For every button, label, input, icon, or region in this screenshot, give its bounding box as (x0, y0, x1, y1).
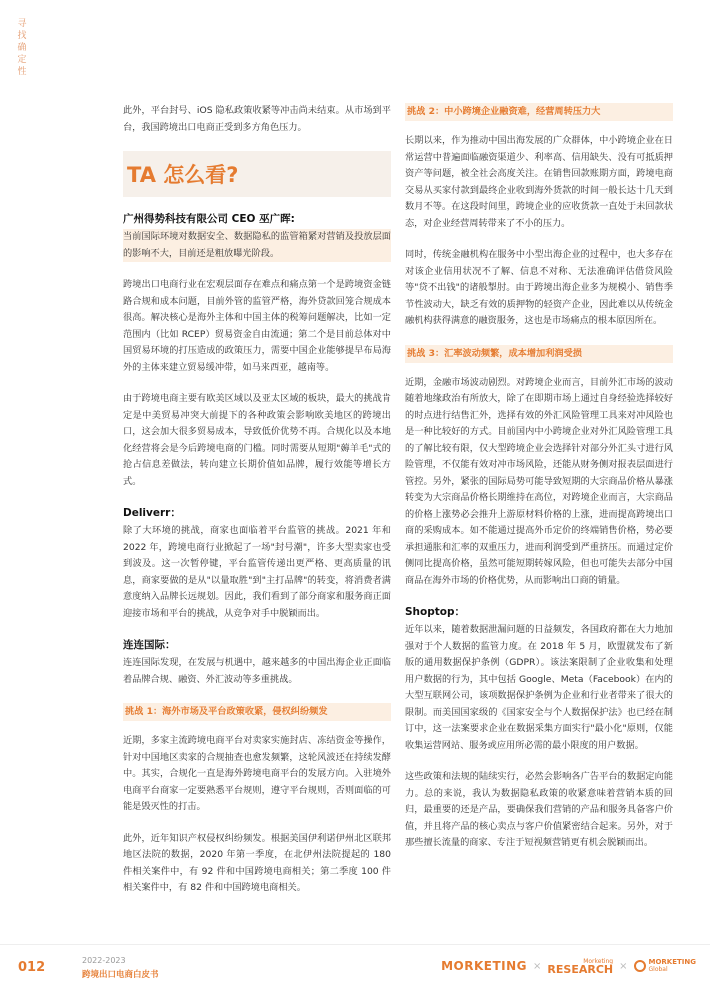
morketing-logo: MORKETING (441, 959, 528, 973)
page-number: 012 (18, 960, 46, 975)
intro-paragraph: 此外，平台封号、iOS 隐私政策收紧等冲击尚未结束。从市场到平台，我国跨境出口电商正受到多方角色压力。 (123, 105, 391, 133)
footer-divider (0, 944, 710, 945)
research-logo-small: Morketing (583, 958, 614, 965)
side-tag-char: 寻 (17, 19, 27, 29)
globe-icon (634, 960, 646, 972)
challenge-1-paragraph: 近期，多家主流跨境电商平台对卖家实施封店、冻结资金等操作，针对中国地区卖家的合规抽查也愈发频繁，这轮风波还在持续发酵中。其实，合规化一直是海外跨境电商平台的发展方向。入驻境外电商平台商家一定要熟悉平台规则，遵守平台规则，否则面临的可能是毁灭性的打击。 (123, 735, 391, 812)
challenge-2-paragraph: 同时，传统金融机构在服务中小型出海企业的过程中，也大多存在对该企业信用状况不了解、信息不对称、无法准确评估借贷风险等"贷不出钱"的诸般掣肘。由于跨境出海企业多为规模小、销售季节性波动大，缺乏有效的质押物的轻资产企业，因此难以从传统金融机构获得满意的融资服务，这也是市场痛点的根本原因所在。 (405, 249, 673, 326)
speaker-heading: 广州得势科技有限公司 CEO 巫广晖: (123, 213, 295, 225)
logo-separator: × (533, 960, 542, 972)
side-section-tag (15, 18, 29, 78)
lianlian-paragraph: 连连国际发现，在发展与机遇中，越来越多的中国出海企业正面临着品牌合规、融资、外汇波动等多重挑战。 (123, 657, 391, 685)
challenge-1-heading: 挑战 1：海外市场及平台政策收紧，侵权纠纷频发 (123, 703, 391, 721)
morketing-research-logo (547, 958, 613, 974)
lianlian-heading: 连连国际： (123, 639, 176, 651)
morketing-global-logo (634, 958, 697, 974)
section-title-ta: TA 怎么看? (123, 151, 391, 197)
research-logo-big: RESEARCH (547, 963, 614, 976)
footer-logos (441, 956, 696, 976)
right-column (405, 103, 673, 867)
logo-separator: × (619, 960, 628, 972)
shoptop-heading: Shoptop： (405, 606, 466, 618)
challenge-2-paragraph: 长期以来，作为推动中国出海发展的广众群体，中小跨境企业在日常运营中普遍面临融资渠道少、利率高、信用缺失、没有可抵质押资产等问题，被全社会高度关注。在销售回款账期方面，跨境电商交易从买家付款到最终企业收到海外货款的时间一般长达十几天到数月不等。在这段时间里，跨境企业的应收货款一直处于未回款状态，对企业经营周转带来了不小的压力。 (405, 135, 673, 229)
shoptop-paragraph: 这些政策和法规的陆续实行，必然会影响各广告平台的数据定向能力。总的来说，我认为数据隐私政策的收紧意味着营销本质的回归，最重要的还是产品，要确保我们营销的产品和服务具备客户价值，并且将产品的核心卖点与客户价值紧密结合起来。另外，对于那些擅长流量的商家、专注于短视频营销更有机会脱颖而出。 (405, 771, 673, 848)
side-tag-char: 确 (17, 43, 27, 53)
side-tag-char: 定 (17, 55, 27, 65)
footer-title: 跨境出口电商白皮书 (82, 970, 159, 980)
deliverr-heading: Deliverr： (123, 507, 181, 519)
shoptop-paragraph: 近年以来，随着数据泄漏问题的日益频发，各国政府都在大力地加强对于个人数据的监管力度。在 2018 年 5 月，欧盟就发布了新版的通用数据保护条例（GDPR）。该法案限制了企业收集和处理用户数据的行为，其中包括 Google、Meta（Facebook）在内的大型互联网公司，该项数据保护条例为企业和行业者带来了很大的限制。而美国国家级的《国家安全与个人数据保护法》也已经在制订中，这一法案要求企业在数据采集方面实行"最小化"原则，仅能收集运营网站、服务或应用所必需的最小限度的用户数据。 (405, 624, 673, 751)
speaker-quote-highlight: 当前国际环境对数据安全、数据隐私的监管箱紧对营销及投放层面的影响不大，目前还是粗放曝光阶段。 (123, 229, 391, 262)
challenge-1-paragraph: 此外，近年知识产权侵权纠纷频发。根据美国伊利诺伊州北区联邦地区法院的数据，2020 年第一季度，在北伊州法院提起的 180 件相关案件中，有 92 件和中国跨境电商相关；第二季度 100 件相关案件中，有 82 件和中国跨境电商相关。 (123, 832, 391, 893)
speaker-paragraph: 由于跨境电商主要有欧美区域以及亚太区域的板块，最大的挑战肯定是中美贸易冲突大前提下的各种政策会影响欧美地区的跨境出口，这会加大很多贸易成本，导致低价优势不再。合规化以及本地化经营将会是今后跨境电商的门槛。同时需要从短期"薅羊毛"式的抢占信息差做法，转向建立长期价值如品牌，履行效能等增长方式。 (123, 393, 391, 487)
side-tag-char: 找 (17, 31, 27, 41)
footer-year: 2022-2023 (82, 956, 126, 965)
global-logo-big: MORKETING (648, 958, 696, 966)
side-tag-char: 性 (17, 67, 27, 77)
challenge-3-heading: 挑战 3：汇率波动频繁，成本增加利润受损 (405, 345, 673, 363)
challenge-2-heading: 挑战 2：中小跨境企业融资难，经营周转压力大 (405, 103, 673, 121)
challenge-3-paragraph: 近期，金融市场波动剧烈。对跨境企业而言，目前外汇市场的波动随着地缘政治有所放大，除了在即期市场上通过自身经验选择较好的时点进行结售汇外，选择有效的外汇风险管理工具来对冲风险也是一种比较好的方式。目前国内中小跨境企业对外汇风险管理工具的了解比较有限，仅大型跨境企业会选择针对部分外汇头寸进行风险管理，不仅能有效对冲市场风险，还能从财务侧对报表层面进行管控。另外，紧张的国际局势可能导致短期的大宗商品价格从暴涨转变为大宗商品价格长期维持在高位，对跨境企业而言，大宗商品的价格上涨势必会推升上游原材料价格的上涨，进而提高跨境出口商的采购成本。如不能通过提高外币定价的终端销售价格，势必要承担通胀和汇率的双重压力，进而利润受到严重挤压。而通过定价侧同比提高价格，虽然可能短期转嫁风险，但也可能失去部分中国商品在海外市场的价格优势，从而影响出口商的销量。 (405, 376, 673, 586)
global-logo-small: Global (648, 966, 668, 973)
speaker-paragraph: 跨境出口电商行业在宏观层面存在难点和痛点第一个是跨境资金链路合规和成本问题，目前外管的监管严格，海外贷款回笼合规成本很高。解决核心是海外主体和中国主体的税筹问题解决，比如一定范围内（比如 RCEP）贸易资金自由流通；第二个是目前总体对中国贸易环境的打压造成的政策压力，需要中国企业能够提早布局海外的主体来建立贸易缓冲带，如马来西亚，越南等。 (123, 279, 391, 373)
deliverr-paragraph: 除了大环境的挑战，商家也面临着平台监管的挑战。2021 年和 2022 年，跨境电商行业掀起了一场"封号潮"，许多大型卖家也受到波及。这一次暂停键，平台监管传递出更严格、更高质量的讯息，商家要做的是从"以量取胜"到"主打品牌"的转变，将消费者满意度纳入品牌长远规划。因此，我们看到了部分商家和服务商正面迎接市场和平台的挑战，从竞争对手中脱颖而出。 (123, 525, 391, 619)
left-column (123, 103, 391, 912)
